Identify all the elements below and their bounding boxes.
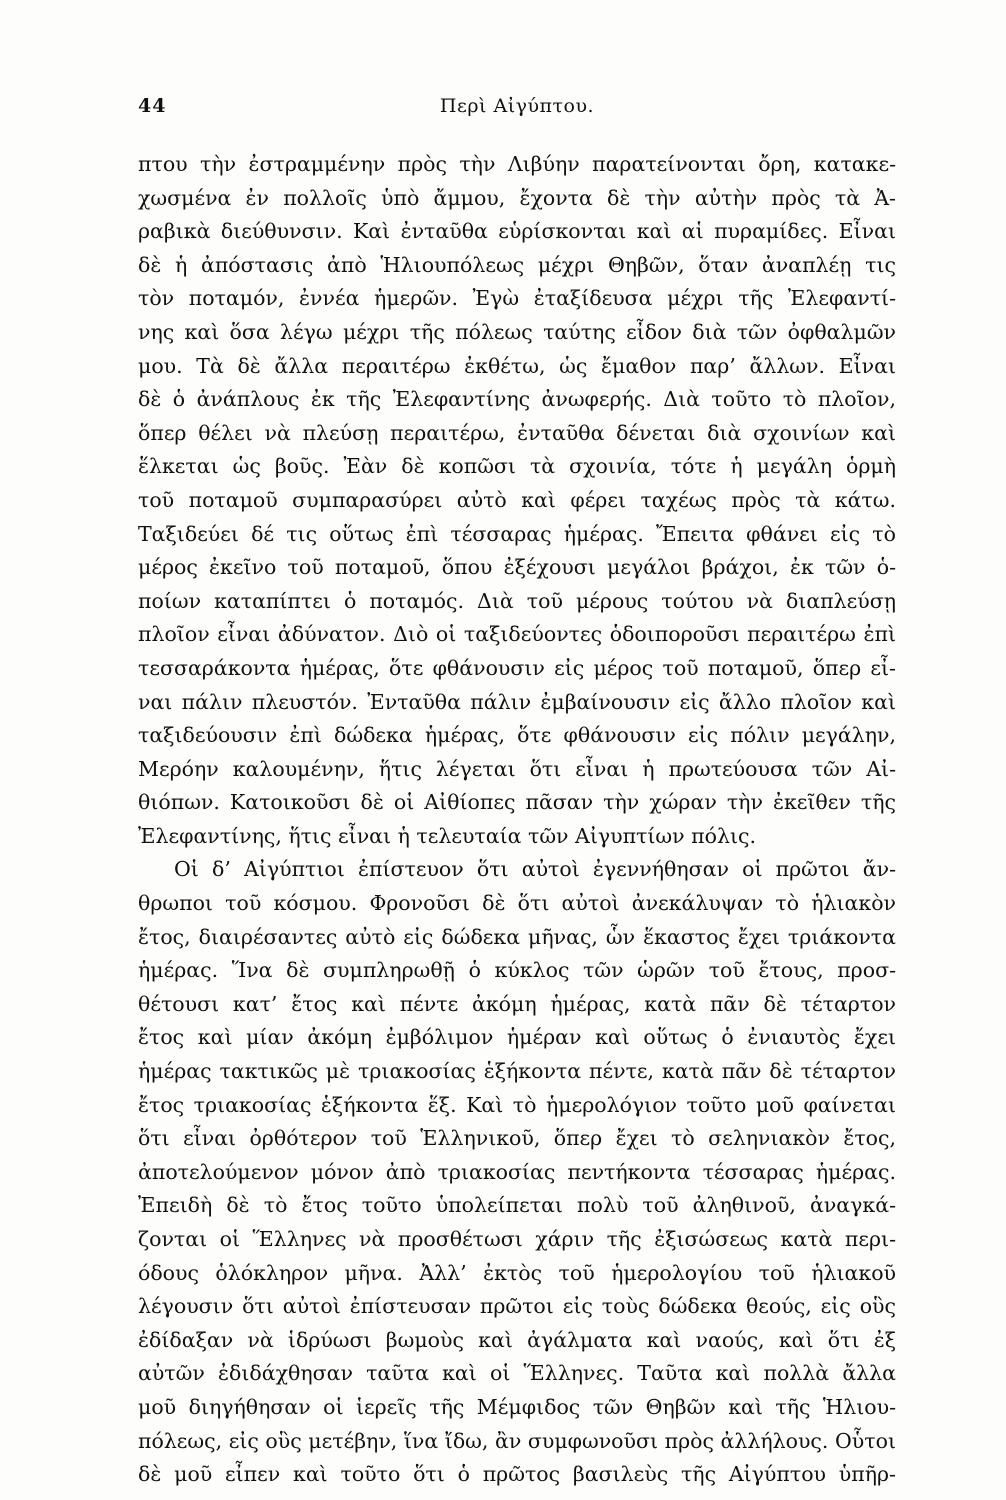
text-line: πτου τὴν ἐστραμμένην πρὸς τὴν Λιβύην παρατείνονται ὄρη, κατακε- xyxy=(138,152,896,176)
text-line: Ταξιδεύει δέ τις οὕτως ἐπὶ τέσσαρας ἡμέρας. Ἔπειτα φθάνει εἰς τὸ xyxy=(138,521,896,546)
text-line: αὐτῶν ἐδιδάχθησαν ταῦτα καὶ οἱ Ἕλληνες. Ταῦτα καὶ πολλὰ ἄλλα xyxy=(138,1361,896,1386)
text-line: ἔτος καὶ μίαν ἀκόμη ἐμβόλιμον ἡμέραν καὶ οὕτως ὁ ἐνιαυτὸς ἔχει xyxy=(138,1025,896,1050)
text-line: δὲ ἡ ἀπόστασις ἀπὸ Ἡλιουπόλεως μέχρι Θηβῶν, ὅταν ἀναπλέῃ τις xyxy=(138,252,896,277)
text-line: δὲ μοῦ εἶπεν καὶ τοῦτο ὅτι ὁ πρῶτος βασιλεὺς τῆς Αἰγύπτου ὑπῆρ- xyxy=(138,1462,896,1487)
text-line: ποίων καταπίπτει ὁ ποταμός. Διὰ τοῦ μέρους τούτου νὰ διαπλεύσῃ xyxy=(138,588,896,613)
text-line: ζονται οἱ Ἕλληνες νὰ προσθέτωσι χάριν τῆς ἐξισώσεως κατὰ περι- xyxy=(138,1227,896,1251)
text-line: όδους ὁλόκληρον μῆνα. Ἀλλ’ ἐκτὸς τοῦ ἡμερολογίου τοῦ ἡλιακοῦ xyxy=(138,1260,896,1285)
text-line: Ἐπειδὴ δὲ τὸ ἔτος τοῦτο ὑπολείπεται πολὺ τοῦ ἀληθινοῦ, ἀναγκά- xyxy=(138,1193,896,1218)
text-line: πλοῖον εἶναι ἀδύνατον. Διὸ οἱ ταξιδεύοντες ὁδοιποροῦσι περαιτέρω ἐπὶ xyxy=(138,622,896,647)
body-text xyxy=(138,148,896,1492)
text-line: ναι πάλιν πλευστόν. Ἐνταῦθα πάλιν ἐμβαίνουσιν εἰς ἄλλο πλοῖον καὶ xyxy=(138,689,896,714)
page-number: 44 xyxy=(138,95,167,117)
text-line: μέρος ἐκεῖνο τοῦ ποταμοῦ, ὅπου ἐξέχουσι μεγάλοι βράχοι, ἐκ τῶν ὁ- xyxy=(138,555,896,580)
text-line: θρωποι τοῦ κόσμου. Φρονοῦσι δὲ ὅτι αὐτοὶ ἀνεκάλυψαν τὸ ἡλιακὸν xyxy=(138,891,896,916)
text-line: Ἐλεφαντίνης, ἥτις εἶναι ἡ τελευταία τῶν Αἰγυπτίων πόλις. xyxy=(138,823,756,848)
text-line: ταξιδεύουσιν ἐπὶ δώδεκα ἡμέρας, ὅτε φθάνουσιν εἰς πόλιν μεγάλην, xyxy=(138,723,896,748)
text-line: Οἱ δ’ Αἰγύπτιοι ἐπίστευον ὅτι αὐτοὶ ἐγεννήθησαν οἱ πρῶτοι ἄν- xyxy=(174,857,896,882)
text-line: θιόπων. Κατοικοῦσι δὲ οἱ Αἰθίοπες πᾶσαν τὴν χώραν τὴν ἐκεῖθεν τῆς xyxy=(138,790,896,815)
text-line: Μερόην καλουμένην, ἥτις λέγεται ὅτι εἶναι ἡ πρωτεύουσα τῶν Αἰ- xyxy=(138,756,896,781)
text-line: ἀποτελούμενον μόνον ἀπὸ τριακοσίας πεντήκοντα τέσσαρας ἡμέρας. xyxy=(138,1159,896,1184)
text-line: ραβικὰ διεύθυνσιν. Καὶ ἐνταῦθα εὑρίσκονται καὶ αἱ πυραμίδες. Εἶναι xyxy=(138,219,896,244)
text-line: λέγουσιν ὅτι αὐτοὶ ἐπίστευσαν πρῶτοι εἰς τοὺς δώδεκα θεούς, εἰς οὓς xyxy=(138,1294,896,1319)
text-line: ὅτι εἶναι ὀρθότερον τοῦ Ἑλληνικοῦ, ὅπερ ἔχει τὸ σεληνιακὸν ἔτος, xyxy=(138,1126,896,1151)
text-line: θέτουσι κατ’ ἔτος καὶ πέντε ἀκόμη ἡμέρας, κατὰ πᾶν δὲ τέταρτον xyxy=(138,991,896,1016)
text-line: μου. Τὰ δὲ ἄλλα περαιτέρω ἐκθέτω, ὡς ἔμαθον παρ’ ἄλλων. Εἶναι xyxy=(138,353,896,378)
text-line: πόλεως, εἰς οὓς μετέβην, ἵνα ἴδω, ἂν συμφωνοῦσι πρὸς ἀλλήλους. Οὗτοι xyxy=(138,1428,896,1453)
text-line: ἕλκεται ὡς βοῦς. Ἐὰν δὲ κοπῶσι τὰ σχοινία, τότε ἡ μεγάλη ὁρμὴ xyxy=(138,454,896,479)
text-line: μοῦ διηγήθησαν οἱ ἱερεῖς τῆς Μέμφιδος τῶν Θηβῶν καὶ τῆς Ἡλιου- xyxy=(138,1394,896,1419)
text-line: τοῦ ποταμοῦ συμπαρασύρει αὐτὸ καὶ φέρει ταχέως πρὸς τὰ κάτω. xyxy=(138,487,896,512)
page-header xyxy=(138,95,896,125)
text-line: ἔτος, διαιρέσαντες αὐτὸ εἰς δώδεκα μῆνας, ὧν ἕκαστος ἔχει τριάκοντα xyxy=(138,924,896,949)
text-line: δὲ ὁ ἀνάπλους ἐκ τῆς Ἐλεφαντίνης ἀνωφερής. Διὰ τοῦτο τὸ πλοῖον, xyxy=(138,387,896,412)
text-line: τὸν ποταμόν, ἐννέα ἡμερῶν. Ἐγὼ ἐταξίδευσα μέχρι τῆς Ἐλεφαντί- xyxy=(138,286,896,311)
text-line: ἐδίδαξαν νὰ ἱδρύωσι βωμοὺς καὶ ἀγάλματα καὶ ναούς, καὶ ὅτι ἐξ xyxy=(138,1327,896,1352)
running-title: Περὶ Αἰγύπτου. xyxy=(439,95,595,117)
text-line: τεσσαράκοντα ἡμέρας, ὅτε φθάνουσιν εἰς μέρος τοῦ ποταμοῦ, ὅπερ εἶ- xyxy=(138,655,896,680)
text-line: ἔτος τριακοσίας ἑξήκοντα ἕξ. Καὶ τὸ ἡμερολόγιον τοῦτο μοῦ φαίνεται xyxy=(138,1092,896,1117)
text-line: νης καὶ ὅσα λέγω μέχρι τῆς πόλεως ταύτης εἶδον διὰ τῶν ὀφθαλμῶν xyxy=(138,319,896,344)
text-line: ὅπερ θέλει νὰ πλεύσῃ περαιτέρω, ἐνταῦθα δένεται διὰ σχοινίων καὶ xyxy=(138,420,896,445)
text-line: χωσμένα ἐν πολλοῖς ὑπὸ ἄμμου, ἔχοντα δὲ τὴν αὐτὴν πρὸς τὰ Ἀ- xyxy=(138,185,896,210)
text-line: ἡμέρας. Ἵνα δὲ συμπληρωθῇ ὁ κύκλος τῶν ὡρῶν τοῦ ἔτους, προσ- xyxy=(138,958,896,983)
text-line: ἡμέρας τακτικῶς μὲ τριακοσίας ἑξήκοντα πέντε, κατὰ πᾶν δὲ τέταρτον xyxy=(138,1059,896,1084)
